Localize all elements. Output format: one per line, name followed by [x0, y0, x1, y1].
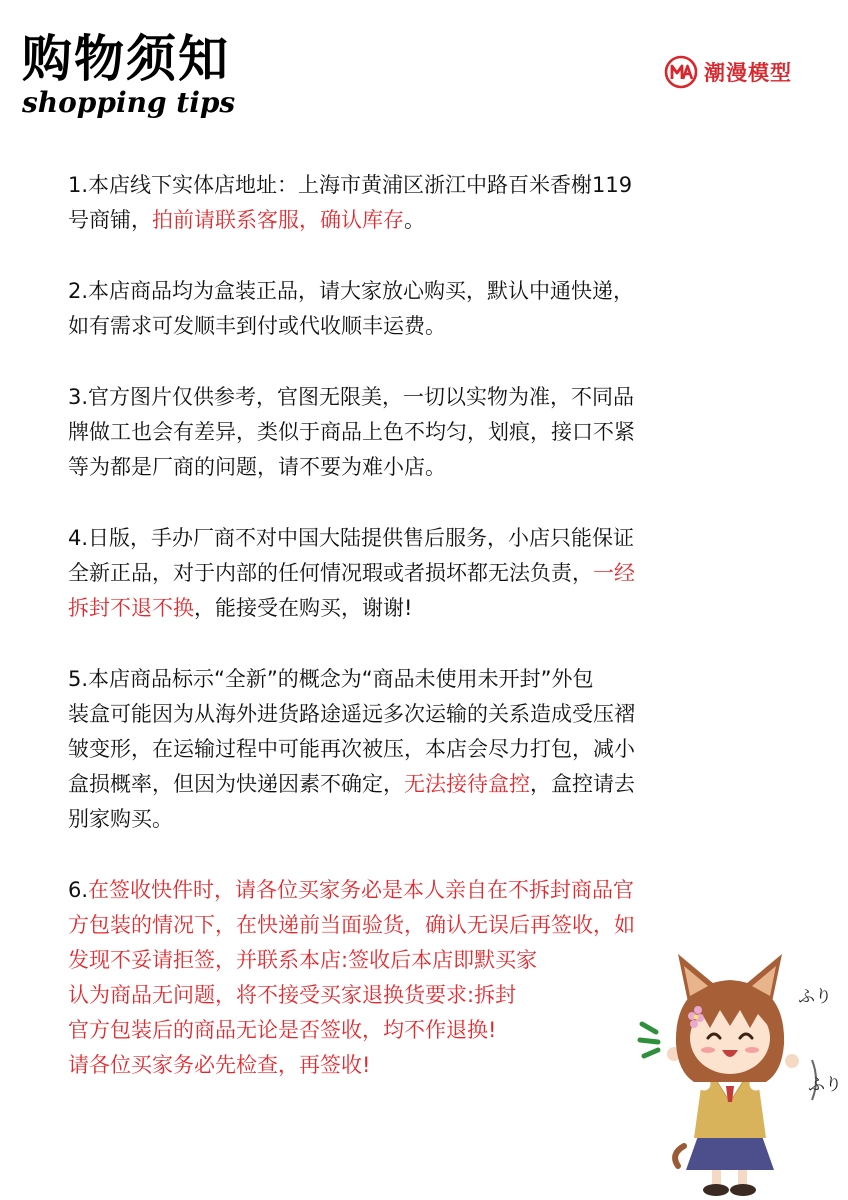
- tip-text: 别家购买。: [68, 807, 173, 831]
- tip-highlight-text: 拆封不退不换: [68, 596, 194, 620]
- tip-line: [68, 591, 778, 626]
- brand-badge: [664, 52, 792, 92]
- tip-text: 如有需求可发顺丰到付或代收顺丰运费。: [68, 314, 446, 338]
- tip-line: [68, 274, 778, 309]
- tip-line: [68, 697, 778, 732]
- tip-text: 2.本店商品均为盒装正品，请大家放心购买，默认中通快递，: [68, 279, 635, 303]
- tip-highlight-text: 官方包装后的商品无论是否签收，均不作退换!: [68, 1018, 497, 1042]
- tip-text: 。: [404, 208, 425, 232]
- tip-text: 5.本店商品标示“全新”的概念为“商品未使用未开封”外包: [68, 667, 594, 691]
- tip-text: ，盒控请去: [530, 772, 635, 796]
- sfx-top: ふり: [798, 987, 832, 1007]
- tip-line: [68, 556, 778, 591]
- tip-highlight-text: 一经: [593, 561, 635, 585]
- tip-line: [68, 380, 778, 415]
- tip-line: [68, 908, 778, 943]
- mascot-cat-girl-illustration: [612, 940, 848, 1200]
- brand-logo-icon: [664, 55, 698, 89]
- tip-line: [68, 873, 778, 908]
- tip-text: 等为都是厂商的问题，请不要为难小店。: [68, 455, 446, 479]
- tip-text: 皱变形，在运输过程中可能再次被压，本店会尽力打包，减小: [68, 737, 635, 761]
- tip-line: [68, 521, 778, 556]
- tip-text: 6.: [68, 878, 89, 902]
- tip-paragraph-5: [68, 662, 778, 837]
- tip-text: ，能接受在购买，谢谢!: [194, 596, 413, 620]
- tip-line: [68, 415, 778, 450]
- tip-paragraph-3: [68, 380, 778, 485]
- tip-text: 盒损概率，但因为快递因素不确定，: [68, 772, 404, 796]
- tip-highlight-text: 在签收快件时，请各位买家务必是本人亲自在不拆封商品官: [88, 878, 635, 902]
- tip-highlight-text: 发现不妥请拒签，并联系本店:签收后本店即默买家: [68, 948, 538, 972]
- tip-paragraph-4: [68, 521, 778, 626]
- tip-highlight-text: 请各位买家务必先检查，再签收!: [68, 1053, 371, 1077]
- sfx-bottom: ふり: [808, 1075, 842, 1095]
- tip-text: 全新正品，对于内部的任何情况瑕或者损坏都无法负责，: [68, 561, 593, 585]
- tip-paragraph-1: [68, 168, 778, 238]
- brand-name: 潮漫模型: [704, 60, 792, 85]
- tip-text: 1.本店线下实体店地址：上海市黄浦区浙江中路百米香榭119: [68, 173, 633, 197]
- tip-line: [68, 168, 778, 203]
- tip-line: [68, 662, 778, 697]
- tip-line: [68, 450, 778, 485]
- tip-line: [68, 802, 778, 837]
- tip-highlight-text: 无法接待盒控: [404, 772, 530, 796]
- tip-line: [68, 203, 778, 238]
- page-subtitle: shopping tips: [22, 86, 236, 119]
- tip-text: 牌做工也会有差异，类似于商品上色不均匀，划痕，接口不紧: [68, 420, 635, 444]
- tip-line: [68, 309, 778, 344]
- tip-text: 号商铺，: [68, 208, 152, 232]
- tip-text: 装盒可能因为从海外进货路途遥远多次运输的关系造成受压褶: [68, 702, 635, 726]
- tip-paragraph-2: [68, 274, 778, 344]
- page-title: 购物须知: [22, 30, 230, 88]
- tip-highlight-text: 拍前请联系客服，确认库存: [152, 208, 404, 232]
- tip-highlight-text: 认为商品无问题，将不接受买家退换货要求:拆封: [68, 983, 517, 1007]
- tip-text: 3.官方图片仅供参考，官图无限美，一切以实物为准，不同品: [68, 385, 635, 409]
- tip-highlight-text: 方包装的情况下，在快递前当面验货，确认无误后再签收，如: [68, 913, 635, 937]
- tip-text: 4.日版，手办厂商不对中国大陆提供售后服务，小店只能保证: [68, 526, 635, 550]
- tip-line: [68, 767, 778, 802]
- tip-line: [68, 732, 778, 767]
